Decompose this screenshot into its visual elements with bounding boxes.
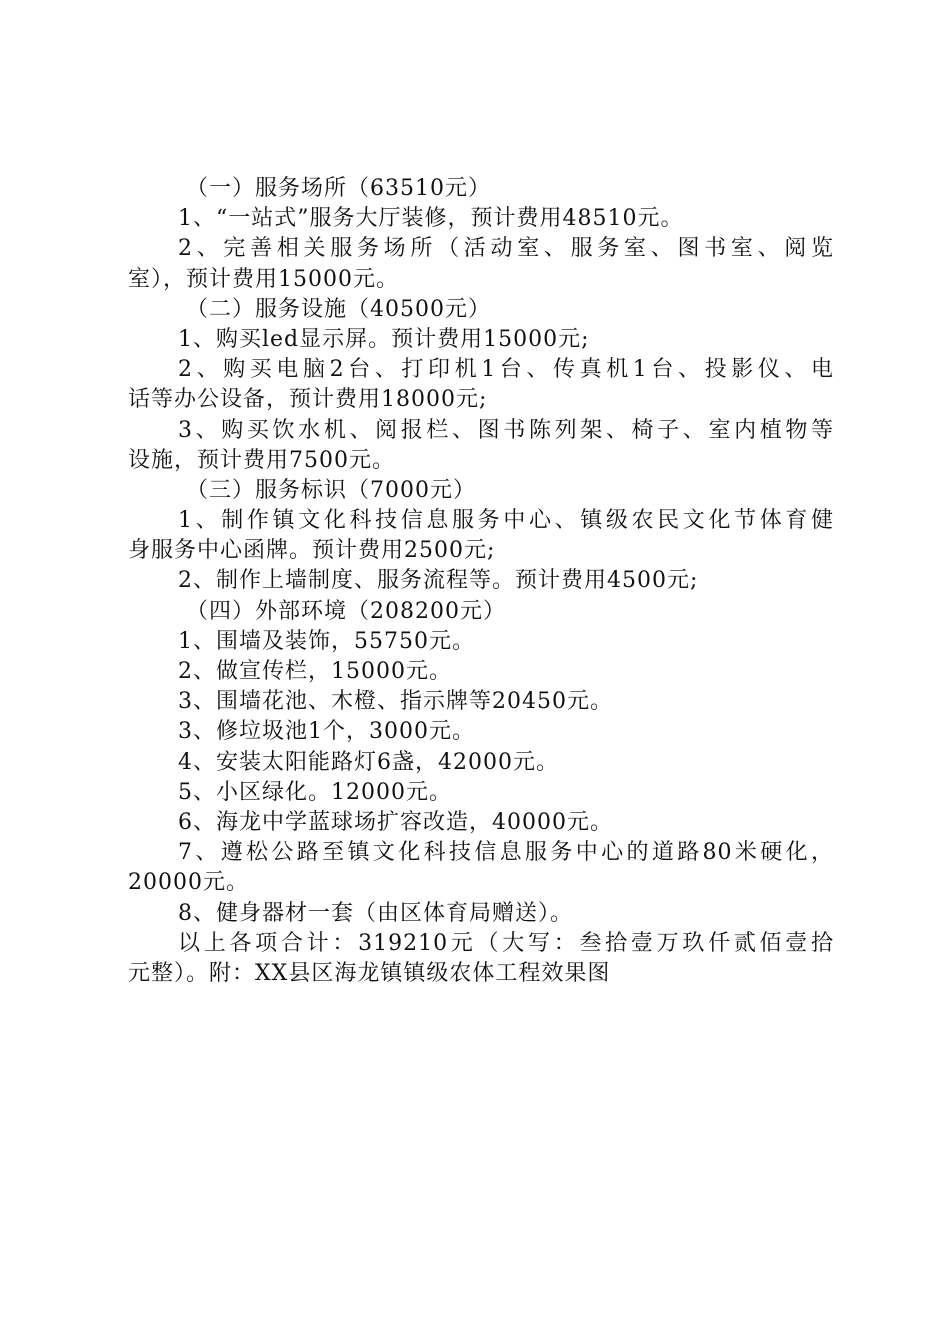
list-item-continuation: 20000元。: [128, 870, 249, 896]
list-item: 1、制作镇文化科技信息服务中心、镇级农民文化节体育健: [178, 508, 834, 534]
list-item: 1、“一站式”服务大厅装修，预计费用48510元。: [178, 206, 684, 232]
summary-total: 以上各项合计：319210元（大写：叁拾壹万玖仟贰佰壹拾: [178, 930, 834, 956]
summary-continuation: 元整）。附：XX县区海龙镇镇级农体工程效果图: [128, 960, 611, 986]
list-item: 3、围墙花池、木橙、指示牌等20450元。: [178, 689, 613, 715]
list-item: 8、健身器材一套（由区体育局赠送）。: [178, 900, 573, 926]
section-heading-1: （一）服务场所（63510元）: [186, 176, 491, 201]
list-item: 1、购买led显示屏。预计费用15000元;: [178, 326, 590, 352]
list-item: 2、做宣传栏，15000元。: [178, 659, 452, 684]
list-item: 4、安装太阳能路灯6盏，42000元。: [178, 749, 559, 775]
list-item-continuation: 设施，预计费用7500元。: [128, 447, 395, 473]
list-item: 3、购买饮水机、阅报栏、图书陈列架、椅子、室内植物等: [178, 417, 834, 443]
list-item: 2、制作上墙制度、服务流程等。预计费用4500元;: [178, 568, 699, 594]
list-item: 2、购买电脑2台、打印机1台、传真机1台、投影仪、电: [178, 357, 834, 383]
list-item: 2、完善相关服务场所（活动室、服务室、图书室、阅览: [178, 236, 834, 262]
list-item: 5、小区绿化。12000元。: [178, 779, 452, 805]
document-body: [128, 174, 834, 989]
list-item-continuation: 身服务中心函牌。预计费用2500元;: [128, 538, 496, 564]
section-heading-2: （二）服务设施（40500元）: [186, 296, 491, 322]
list-item-continuation: 室），预计费用15000元。: [128, 266, 399, 292]
list-item: 6、海龙中学蓝球场扩容改造，40000元。: [178, 809, 613, 835]
list-item: 3、修垃圾池1个，3000元。: [178, 719, 475, 745]
section-heading-3: （三）服务标识（7000元）: [186, 477, 476, 503]
section-heading-4: （四）外部环境（208200元）: [186, 598, 506, 624]
list-item: 1、围墙及装饰，55750元。: [178, 628, 475, 654]
list-item-continuation: 话等办公设备，预计费用18000元;: [128, 387, 488, 413]
list-item: 7、遵松公路至镇文化科技信息服务中心的道路80米硬化，: [178, 840, 834, 866]
